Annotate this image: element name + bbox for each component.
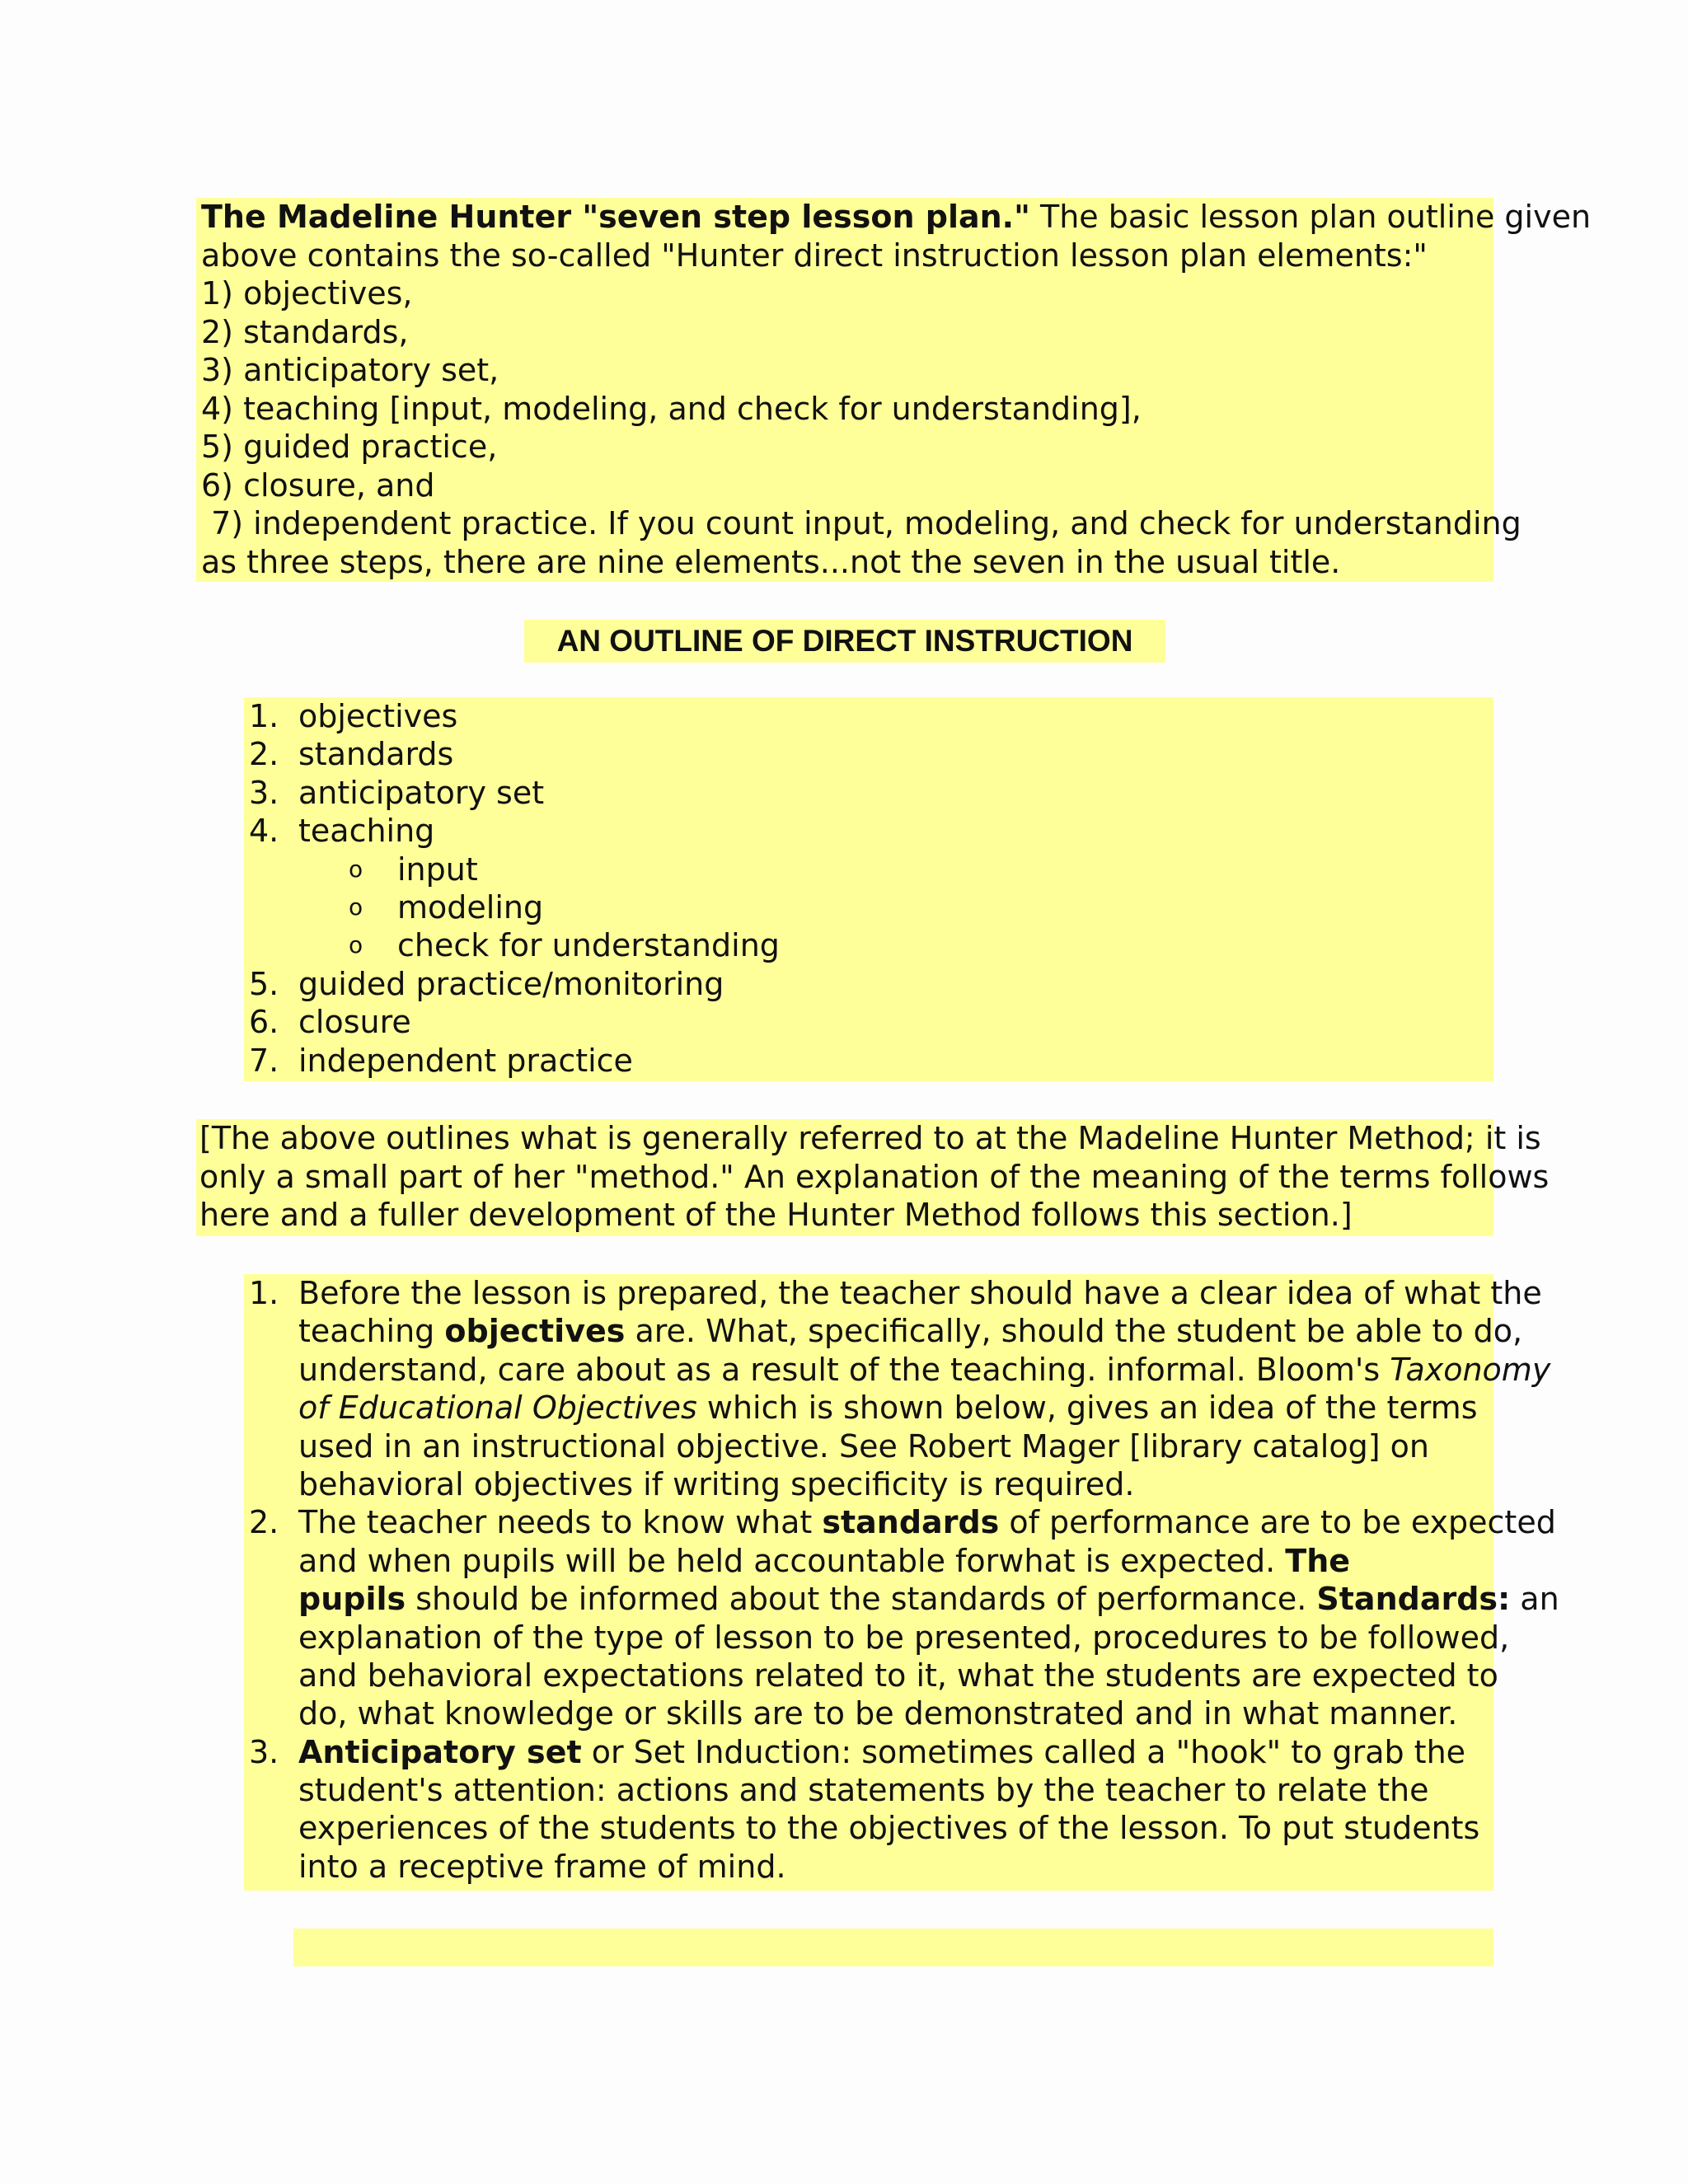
list-label: standards <box>298 736 454 773</box>
list-item <box>244 1003 1493 1041</box>
italic-term: of Educational Objectives <box>298 1390 697 1427</box>
list-number: 4. <box>249 813 279 850</box>
bold-term: standards <box>822 1504 1000 1541</box>
bold-term: Standards: <box>1316 1581 1511 1618</box>
detail-line <box>298 1351 1551 1389</box>
detail-line: explanation of the type of lesson to be presented, procedures to be followed, <box>298 1619 1510 1656</box>
detail-line <box>298 1733 1493 1771</box>
detail-list <box>244 1274 1559 1891</box>
text-run: understand, care about as a result of the teaching. informal. Bloom's <box>298 1351 1390 1388</box>
list-label: closure <box>298 1004 411 1041</box>
text-run: should be informed about the standards of performance. <box>406 1581 1317 1618</box>
detail-item-anticipatory-set <box>244 1733 1493 1886</box>
outline-list <box>244 697 1493 1081</box>
intro-paragraph <box>196 198 1592 582</box>
intro-title-line <box>201 198 1592 237</box>
note-line: only a small part of her "method." An explanation of the meaning of the terms follows <box>199 1158 1550 1195</box>
intro-title: The Madeline Hunter "seven step lesson plan." <box>201 199 1030 235</box>
intro-step: 7) independent practice. If you count input, modeling, and check for understanding <box>201 505 1522 541</box>
list-label: guided practice/monitoring <box>298 965 724 1002</box>
detail-line: behavioral objectives if writing specificity is required. <box>298 1465 1135 1502</box>
detail-line: experiences of the students to the objectives of the lesson. To put students <box>298 1810 1480 1847</box>
text-run: are. What, specifically, should the student be able to do, <box>625 1313 1523 1350</box>
sub-list-label: input <box>397 851 478 888</box>
intro-title-rest: The basic lesson plan outline given <box>1029 199 1592 235</box>
list-number: 2. <box>249 1504 279 1541</box>
list-number: 7. <box>249 1042 279 1079</box>
empty-highlight-bar <box>293 1929 1493 1966</box>
list-number: 2. <box>249 736 279 773</box>
intro-line-2: above contains the so-called "Hunter direct instruction lesson plan elements:" <box>201 237 1428 274</box>
intro-step: 4) teaching [input, modeling, and check for understanding], <box>201 390 1142 427</box>
bold-term: objectives <box>444 1313 626 1350</box>
list-item <box>244 774 1493 812</box>
note-line: [The above outlines what is generally referred to at the Madeline Hunter Method; it is <box>199 1120 1541 1156</box>
list-item <box>244 1042 1493 1080</box>
italic-term: Taxonomy <box>1390 1351 1551 1388</box>
list-number: 3. <box>249 1733 279 1770</box>
intro-step: 5) guided practice, <box>201 429 498 465</box>
bullet-icon: o <box>349 855 363 883</box>
note-paragraph <box>196 1119 1550 1236</box>
detail-line: into a receptive frame of mind. <box>298 1848 786 1885</box>
bold-term: The <box>1285 1542 1351 1579</box>
sub-list-label: check for understanding <box>397 927 780 964</box>
detail-line <box>298 1580 1559 1618</box>
list-label: objectives <box>298 698 458 734</box>
note-line: here and a fuller development of the Hunter Method follows this section.] <box>199 1197 1353 1233</box>
intro-step: 6) closure, and <box>201 466 435 504</box>
detail-line <box>298 1503 1556 1541</box>
text-run: teaching <box>298 1313 445 1350</box>
sub-list-item <box>244 888 1493 926</box>
bullet-icon: o <box>349 931 363 959</box>
list-number: 1. <box>249 698 279 734</box>
list-label: anticipatory set <box>298 774 545 811</box>
text-run: an <box>1510 1581 1559 1618</box>
bold-term: pupils <box>298 1581 406 1618</box>
detail-line: and behavioral expectations related to it, what the students are expected to <box>298 1657 1498 1694</box>
text-run: The teacher needs to know what <box>298 1504 823 1541</box>
list-label: teaching <box>298 813 435 850</box>
text-run: and when pupils will be held accountable forwhat is expected. <box>298 1542 1286 1579</box>
detail-line <box>298 1542 1493 1580</box>
list-item <box>244 735 1493 773</box>
detail-line: used in an instructional objective. See Robert Mager [library catalog] on <box>298 1427 1429 1465</box>
list-item <box>244 812 1493 850</box>
detail-line <box>298 1312 1523 1350</box>
text-run: or Set Induction: sometimes called a "hook" to grab the <box>581 1733 1466 1770</box>
detail-line: do, what knowledge or skills are to be demonstrated and in what manner. <box>298 1695 1458 1732</box>
detail-line <box>298 1389 1493 1427</box>
intro-step: 1) objectives, <box>201 275 413 312</box>
list-item <box>244 965 1493 1003</box>
list-number: 3. <box>249 774 279 811</box>
list-number: 6. <box>249 1004 279 1041</box>
text-run: which is shown below, gives an idea of the terms <box>696 1390 1478 1427</box>
detail-item-objectives <box>244 1274 1551 1503</box>
detail-line: student's attention: actions and statements by the teacher to relate the <box>298 1772 1429 1809</box>
outline-heading: AN OUTLINE OF DIRECT INSTRUCTION <box>524 620 1165 663</box>
intro-step: 2) standards, <box>201 313 409 350</box>
text-run: of performance are to be expected <box>999 1504 1556 1541</box>
sub-list-item <box>244 851 1493 888</box>
list-number: 1. <box>249 1275 279 1311</box>
sub-list-item <box>244 926 1493 964</box>
sub-list-label: modeling <box>397 888 544 926</box>
intro-last-line: as three steps, there are nine elements...not the seven in the usual title. <box>201 543 1341 580</box>
intro-step: 3) anticipatory set, <box>201 352 499 388</box>
list-label: independent practice <box>298 1042 633 1079</box>
detail-line: Before the lesson is prepared, the teacher should have a clear idea of what the <box>298 1275 1542 1311</box>
bullet-icon: o <box>349 893 363 921</box>
detail-item-standards <box>244 1503 1559 1732</box>
list-number: 5. <box>249 965 279 1002</box>
list-item <box>244 697 1493 735</box>
bold-term: Anticipatory set <box>298 1733 582 1770</box>
